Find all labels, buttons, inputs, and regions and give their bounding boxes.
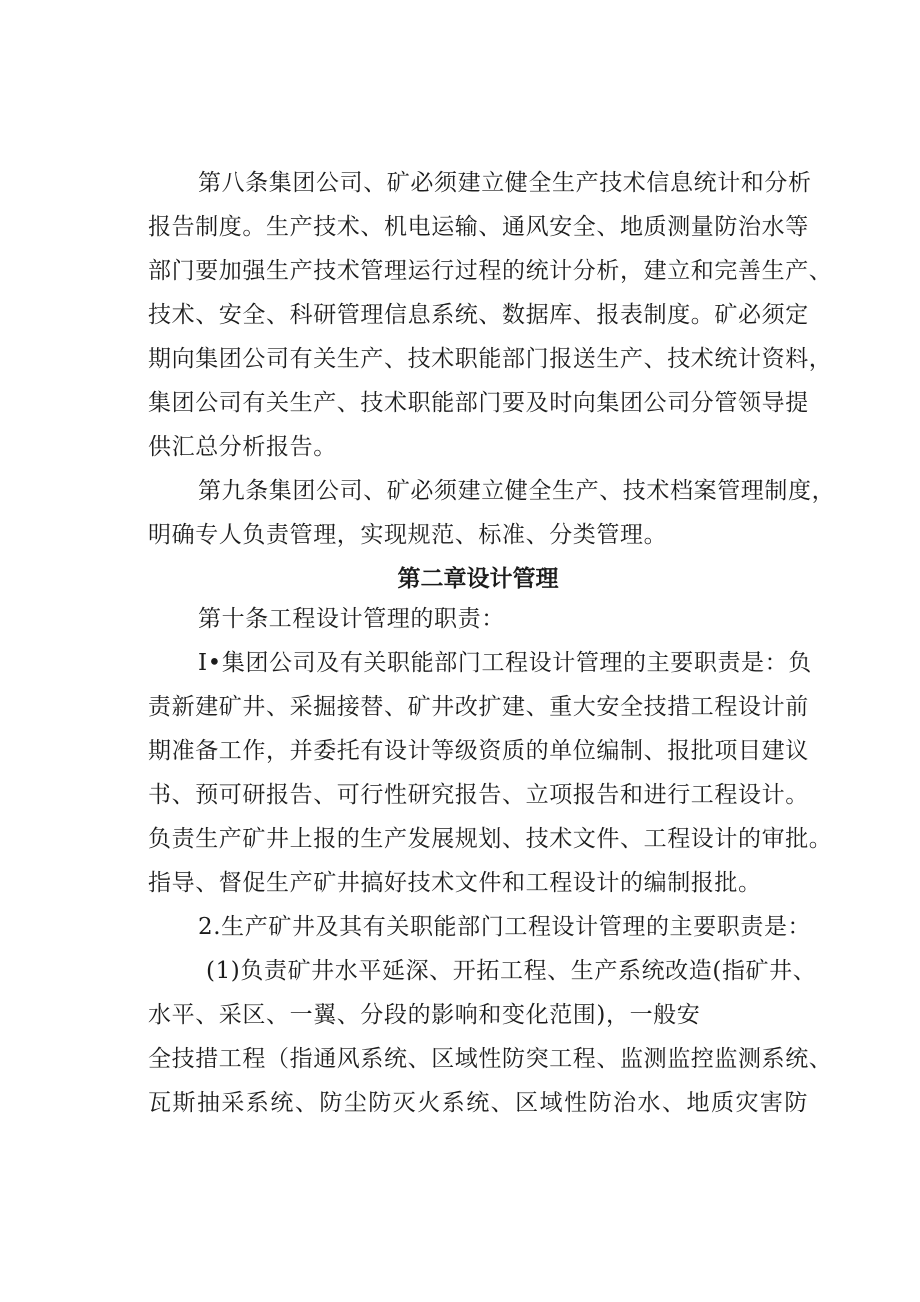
article-8-line-5: 期向集团公司有关生产、技术职能部门报送生产、技术统计资料， xyxy=(148,346,833,372)
item-1-line-4: 书、预可研报告、可行性研究报告、立项报告和进行工程设计。 xyxy=(148,782,809,808)
chapter-heading: 第二章设计管理 xyxy=(397,566,559,592)
article-9-line-1: 第九条集团公司、矿必须建立健全生产、技术档案管理制度， xyxy=(198,478,836,504)
item-1-line-2: 责新建矿井、采掘接替、矿井改扩建、重大安全技措工程设计前 xyxy=(148,694,809,720)
subitem-1-line-4: 瓦斯抽采系统、防尘防灭火系统、区域性防治水、地质灾害防 xyxy=(148,1090,808,1116)
subitem-1-line-3: 全技措工程（指通风系统、区域性防突工程、监测监控监测系统、 xyxy=(148,1046,833,1072)
item-1-line-6: 指导、督促生产矿井搞好技术文件和工程设计的编制报批。 xyxy=(148,870,762,896)
item-1-line-3: 期准备工作，并委托有设计等级资质的单位编制、报批项目建议 xyxy=(148,738,809,764)
item-1-line-5: 负责生产矿井上报的生产发展规划、技术文件、工程设计的审批。 xyxy=(148,826,833,852)
article-8-line-1: 第八条集团公司、矿必须建立健全生产技术信息统计和分析 xyxy=(198,170,812,196)
article-8-line-2: 报告制度。生产技术、机电运输、通风安全、地质测量防治水等 xyxy=(148,214,809,240)
item-1-line-1: I•集团公司及有关职能部门工程设计管理的主要职责是：负 xyxy=(198,650,812,676)
article-10-title: 第十条工程设计管理的职责： xyxy=(198,606,505,632)
article-8-line-3: 部门要加强生产技术管理运行过程的统计分析，建立和完善生产、 xyxy=(148,258,833,284)
article-9-line-2: 明确专人负责管理，实现规范、标准、分类管理。 xyxy=(148,522,668,548)
article-8-line-4: 技术、安全、科研管理信息系统、数据库、报表制度。矿必须定 xyxy=(148,302,809,328)
item-2-title: 2.生产矿井及其有关职能部门工程设计管理的主要职责是： xyxy=(198,914,812,940)
subitem-1-line-2: 水平、采区、一翼、分段的影响和变化范围)，一般安 xyxy=(148,1002,701,1028)
article-8-line-7: 供汇总分析报告。 xyxy=(148,434,337,460)
subitem-1-line-1: (1)负责矿井水平延深、开拓工程、生产系统改造(指矿井、 xyxy=(206,958,817,984)
article-8-line-6: 集团公司有关生产、技术职能部门要及时向集团公司分管领导提 xyxy=(148,390,809,416)
